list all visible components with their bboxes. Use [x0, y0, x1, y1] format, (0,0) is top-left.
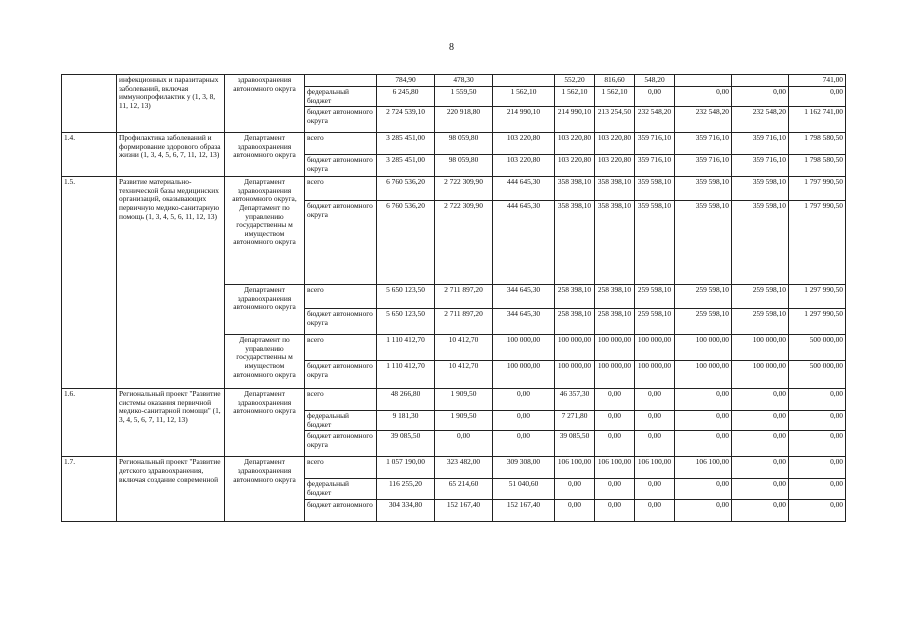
funding-source: бюджет автономного округа [305, 309, 377, 335]
funding-source: бюджет автономного округа [305, 107, 377, 133]
row-number: 1.6. [62, 389, 117, 457]
amount-cell: 9 181,30 [377, 411, 435, 431]
amount-cell: 220 918,80 [435, 107, 493, 133]
amount-cell: 0,00 [493, 431, 555, 457]
amount-cell: 359 716,10 [635, 155, 675, 177]
executor: Департамент по управлению государственны м имуществом автономного округа [225, 335, 305, 389]
amount-cell: 344 645,30 [493, 285, 555, 309]
executor: Департамент здравоохранения автономного округа [225, 285, 305, 335]
funding-source [305, 75, 377, 87]
amount-cell: 0,00 [789, 411, 846, 431]
amount-cell: 1 297 990,50 [789, 309, 846, 335]
amount-cell: 6 245,80 [377, 87, 435, 107]
amount-cell: 103 220,80 [493, 155, 555, 177]
row-number [62, 75, 117, 133]
executor: Департамент здравоохранения автономного округа [225, 133, 305, 177]
amount-cell: 106 100,00 [675, 457, 732, 479]
amount-cell: 103 220,80 [595, 133, 635, 155]
table-row [62, 177, 846, 201]
amount-cell: 358 398,10 [595, 177, 635, 201]
amount-cell: 0,00 [675, 479, 732, 499]
amount-cell: 106 100,00 [635, 457, 675, 479]
amount-cell: 5 650 123,50 [377, 309, 435, 335]
amount-cell: 39 085,50 [377, 431, 435, 457]
amount-cell: 259 598,10 [732, 309, 789, 335]
amount-cell: 323 482,00 [435, 457, 493, 479]
amount-cell: 0,00 [789, 479, 846, 499]
amount-cell: 258 398,10 [555, 309, 595, 335]
row-number: 1.7. [62, 457, 117, 521]
amount-cell: 0,00 [675, 431, 732, 457]
amount-cell [493, 75, 555, 87]
funding-source: федеральный бюджет [305, 411, 377, 431]
amount-cell: 359 598,10 [732, 201, 789, 285]
amount-cell: 0,00 [595, 431, 635, 457]
amount-cell: 548,20 [635, 75, 675, 87]
funding-source: бюджет автономного округа [305, 201, 377, 285]
amount-cell: 39 085,50 [555, 431, 595, 457]
amount-cell: 2 711 897,20 [435, 309, 493, 335]
funding-source: федеральный бюджет [305, 87, 377, 107]
table-row [62, 457, 846, 479]
amount-cell: 103 220,80 [493, 133, 555, 155]
funding-source: всего [305, 457, 377, 479]
amount-cell: 0,00 [732, 411, 789, 431]
amount-cell: 103 220,80 [595, 155, 635, 177]
amount-cell: 5 650 123,50 [377, 285, 435, 309]
amount-cell: 100 000,00 [635, 361, 675, 389]
amount-cell: 1 559,50 [435, 87, 493, 107]
amount-cell: 2 722 309,90 [435, 177, 493, 201]
amount-cell: 0,00 [635, 479, 675, 499]
amount-cell: 1 110 412,70 [377, 335, 435, 361]
amount-cell: 0,00 [635, 499, 675, 521]
amount-cell: 500 000,00 [789, 361, 846, 389]
amount-cell: 100 000,00 [675, 361, 732, 389]
amount-cell: 1 909,50 [435, 411, 493, 431]
amount-cell: 0,00 [789, 431, 846, 457]
amount-cell: 359 716,10 [635, 133, 675, 155]
amount-cell: 0,00 [555, 479, 595, 499]
table-body [62, 75, 846, 522]
amount-cell: 2 722 309,90 [435, 201, 493, 285]
amount-cell: 0,00 [675, 389, 732, 411]
funding-source: бюджет автономного округа [305, 361, 377, 389]
amount-cell: 358 398,10 [595, 201, 635, 285]
amount-cell: 0,00 [555, 499, 595, 521]
amount-cell: 444 645,30 [493, 201, 555, 285]
amount-cell: 98 059,80 [435, 133, 493, 155]
amount-cell: 258 398,10 [595, 309, 635, 335]
measure-name: инфекционных и паразитарных заболеваний, включая иммунопрофилактик у (1, 3, 8, 11, 12, 13) [117, 75, 225, 133]
amount-cell: 103 220,80 [555, 155, 595, 177]
amount-cell: 816,60 [595, 75, 635, 87]
amount-cell: 100 000,00 [555, 335, 595, 361]
amount-cell: 103 220,80 [555, 133, 595, 155]
amount-cell: 10 412,70 [435, 361, 493, 389]
amount-cell: 344 645,30 [493, 309, 555, 335]
amount-cell: 100 000,00 [732, 361, 789, 389]
amount-cell: 500 000,00 [789, 335, 846, 361]
funding-source: бюджет автономного округа [305, 431, 377, 457]
amount-cell: 10 412,70 [435, 335, 493, 361]
amount-cell: 106 100,00 [595, 457, 635, 479]
amount-cell: 1 562,10 [595, 87, 635, 107]
amount-cell: 1 798 580,50 [789, 133, 846, 155]
amount-cell: 259 598,10 [675, 309, 732, 335]
amount-cell: 359 598,10 [635, 201, 675, 285]
amount-cell: 0,00 [675, 411, 732, 431]
amount-cell: 359 598,10 [675, 177, 732, 201]
amount-cell: 65 214,60 [435, 479, 493, 499]
amount-cell: 100 000,00 [635, 335, 675, 361]
amount-cell: 309 308,00 [493, 457, 555, 479]
amount-cell: 258 398,10 [555, 285, 595, 309]
measure-name: Развитие материально-технической базы медицинских организаций, оказывающих первичную медико-санитарную помощь (1, 3, 4, 5, 6, 11, 12, 13) [117, 177, 225, 389]
amount-cell: 1 562,10 [555, 87, 595, 107]
amount-cell: 0,00 [732, 431, 789, 457]
amount-cell: 214 990,10 [555, 107, 595, 133]
amount-cell: 6 760 536,20 [377, 177, 435, 201]
amount-cell: 359 598,10 [732, 177, 789, 201]
funding-source: всего [305, 133, 377, 155]
amount-cell: 0,00 [595, 389, 635, 411]
funding-source: всего [305, 177, 377, 201]
amount-cell: 1 297 990,50 [789, 285, 846, 309]
amount-cell: 259 598,10 [635, 309, 675, 335]
executor: Департамент здравоохранения автономного округа, Департамент по управлению государственны м имуществом автономного округа [225, 177, 305, 285]
amount-cell: 100 000,00 [493, 335, 555, 361]
table-row [62, 133, 846, 155]
amount-cell: 0,00 [635, 389, 675, 411]
amount-cell: 100 000,00 [555, 361, 595, 389]
amount-cell: 0,00 [675, 87, 732, 107]
amount-cell: 152 167,40 [493, 499, 555, 521]
amount-cell: 359 716,10 [732, 133, 789, 155]
amount-cell: 1 110 412,70 [377, 361, 435, 389]
amount-cell: 46 357,30 [555, 389, 595, 411]
amount-cell: 359 598,10 [675, 201, 732, 285]
funding-source: бюджет автономного округа [305, 155, 377, 177]
amount-cell: 358 398,10 [555, 177, 595, 201]
amount-cell: 258 398,10 [595, 285, 635, 309]
amount-cell: 100 000,00 [493, 361, 555, 389]
amount-cell: 98 059,80 [435, 155, 493, 177]
amount-cell: 0,00 [789, 87, 846, 107]
amount-cell: 214 990,10 [493, 107, 555, 133]
amount-cell: 359 716,10 [675, 155, 732, 177]
amount-cell: 1 057 190,00 [377, 457, 435, 479]
funding-source: федеральный бюджет [305, 479, 377, 499]
amount-cell: 106 100,00 [555, 457, 595, 479]
funding-source: всего [305, 389, 377, 411]
amount-cell: 100 000,00 [595, 361, 635, 389]
amount-cell: 0,00 [493, 411, 555, 431]
row-number: 1.5. [62, 177, 117, 389]
amount-cell: 3 285 451,00 [377, 133, 435, 155]
amount-cell: 232 548,20 [635, 107, 675, 133]
amount-cell: 232 548,20 [675, 107, 732, 133]
amount-cell: 359 716,10 [675, 133, 732, 155]
executor: Департамент здравоохранения автономного округа [225, 457, 305, 521]
amount-cell: 259 598,10 [732, 285, 789, 309]
table-row [62, 75, 846, 87]
measure-name: Региональный проект "Развитие детского здравоохранения, включая создание современной [117, 457, 225, 521]
amount-cell: 232 548,20 [732, 107, 789, 133]
amount-cell: 0,00 [595, 499, 635, 521]
amount-cell: 0,00 [732, 499, 789, 521]
page-number: 8 [449, 42, 454, 53]
executor: Департамент здравоохранения автономного округа [225, 389, 305, 457]
amount-cell: 552,20 [555, 75, 595, 87]
table-row [62, 389, 846, 411]
amount-cell: 0,00 [435, 431, 493, 457]
amount-cell: 51 040,60 [493, 479, 555, 499]
amount-cell: 259 598,10 [635, 285, 675, 309]
funding-source: всего [305, 335, 377, 361]
amount-cell: 0,00 [789, 457, 846, 479]
amount-cell: 0,00 [635, 431, 675, 457]
amount-cell: 0,00 [635, 87, 675, 107]
amount-cell: 478,30 [435, 75, 493, 87]
budget-table [61, 74, 846, 522]
amount-cell: 1 797 990,50 [789, 201, 846, 285]
amount-cell: 0,00 [732, 457, 789, 479]
amount-cell: 1 562,10 [493, 87, 555, 107]
amount-cell: 0,00 [595, 411, 635, 431]
amount-cell: 100 000,00 [675, 335, 732, 361]
amount-cell: 213 254,50 [595, 107, 635, 133]
amount-cell: 0,00 [732, 87, 789, 107]
amount-cell: 741,00 [789, 75, 846, 87]
amount-cell: 1 798 580,50 [789, 155, 846, 177]
amount-cell: 359 716,10 [732, 155, 789, 177]
amount-cell: 100 000,00 [732, 335, 789, 361]
amount-cell: 304 334,80 [377, 499, 435, 521]
amount-cell: 1 797 990,50 [789, 177, 846, 201]
amount-cell: 48 266,80 [377, 389, 435, 411]
amount-cell: 116 255,20 [377, 479, 435, 499]
page-cut [61, 578, 845, 640]
amount-cell: 100 000,00 [595, 335, 635, 361]
amount-cell: 2 724 539,10 [377, 107, 435, 133]
executor: здравоохранения автономного округа [225, 75, 305, 133]
amount-cell [732, 75, 789, 87]
amount-cell: 359 598,10 [635, 177, 675, 201]
amount-cell: 0,00 [789, 389, 846, 411]
amount-cell: 0,00 [789, 499, 846, 521]
amount-cell: 784,90 [377, 75, 435, 87]
amount-cell [675, 75, 732, 87]
amount-cell: 0,00 [732, 479, 789, 499]
amount-cell: 0,00 [595, 479, 635, 499]
funding-source: бюджет автономного [305, 499, 377, 521]
amount-cell: 3 285 451,00 [377, 155, 435, 177]
row-number: 1.4. [62, 133, 117, 177]
amount-cell: 1 162 741,00 [789, 107, 846, 133]
amount-cell: 152 167,40 [435, 499, 493, 521]
funding-source: всего [305, 285, 377, 309]
amount-cell: 0,00 [493, 389, 555, 411]
amount-cell: 0,00 [675, 499, 732, 521]
amount-cell: 259 598,10 [675, 285, 732, 309]
amount-cell: 0,00 [732, 389, 789, 411]
amount-cell: 7 271,80 [555, 411, 595, 431]
measure-name: Профилактика заболеваний и формирование здорового образа жизни (1, 3, 4, 5, 6, 7, 11, 12, 13) [117, 133, 225, 177]
amount-cell: 444 645,30 [493, 177, 555, 201]
amount-cell: 358 398,10 [555, 201, 595, 285]
amount-cell: 1 909,50 [435, 389, 493, 411]
amount-cell: 6 760 536,20 [377, 201, 435, 285]
amount-cell: 0,00 [635, 411, 675, 431]
amount-cell: 2 711 897,20 [435, 285, 493, 309]
measure-name: Региональный проект "Развитие системы оказания первичной медико-санитарной помощи" (1, 3, 4, 5, 6, 7, 11, 12, 13) [117, 389, 225, 457]
